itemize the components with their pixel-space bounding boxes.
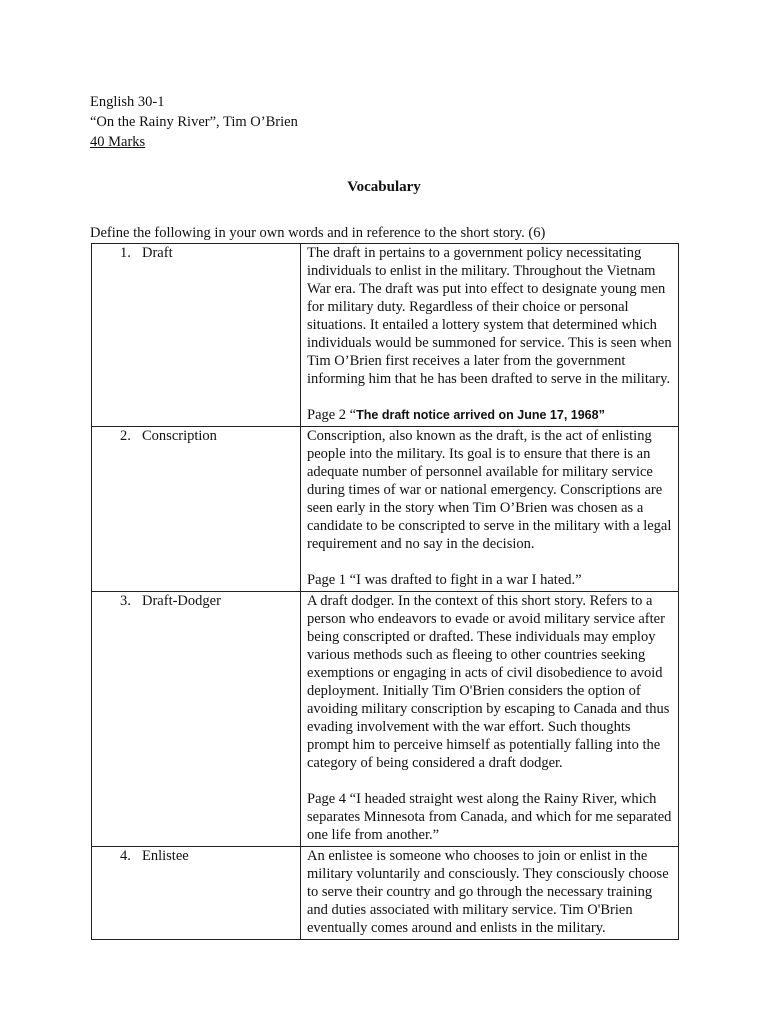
definition-text: Conscription, also known as the draft, is the act of enlisting people into the military. Its goal is to ensure that there is an adequate number of personnel available for military service during times of war or national emergency. Conscriptions are seen early in the story when Tim O’Brien was chosen as a candidate to be conscripted to serve in the military with a legal requirement and no say in the decision. [307,428,672,552]
definition-cell [301,847,679,940]
quote-text: Page 4 “I headed straight west along the Rainy River, which separates Minnesota from Canada, and which for me separated one life from another.” [307,791,672,843]
term-number: 4. [120,848,131,864]
definition-text: The draft in pertains to a government policy necessitating individuals to enlist in the military. Throughout the Vietnam War era. The draft was put into effect to designate young men for military duty. Regardless of their choice or personal situations. It entailed a lottery system that determined which individuals would be summoned for service. This is seen when Tim O’Brien first receives a later from the government informing him that he has been drafted to serve in the military. [307,245,672,387]
instructions: Define the following in your own words and in reference to the short story. (6) [90,225,546,241]
term-label: Draft [142,245,173,261]
definition-cell [301,592,679,847]
quote-prefix: Page 2 “ [307,407,357,423]
term-cell [92,592,301,847]
term-number: 2. [120,428,131,444]
table-row [92,847,679,940]
marks-total: 40 Marks [90,134,146,150]
term-number: 3. [120,593,131,609]
term-cell [92,847,301,940]
table-row [92,244,679,427]
story-title: “On the Rainy River”, Tim O’Brien [90,114,298,130]
document-header [90,92,298,152]
term-label: Draft-Dodger [142,593,221,609]
quote-text [307,406,672,424]
section-title: Vocabulary [347,179,421,195]
vocabulary-table [91,243,679,940]
table-row [92,592,679,847]
term-label: Enlistee [142,848,189,864]
course-name: English 30-1 [90,94,165,110]
quote-content: The draft notice arrived on June 17, 1968” [356,408,605,422]
term-cell [92,427,301,592]
table-row [92,427,679,592]
definition-cell [301,427,679,592]
quote-text: Page 1 “I was drafted to fight in a war I hated.” [307,572,582,588]
definition-text: An enlistee is someone who chooses to join or enlist in the military voluntarily and consciously. They consciously choose to serve their country and go through the necessary training and duties associated with military service. Tim O'Brien eventually comes around and enlists in the military. [307,848,669,936]
term-label: Conscription [142,428,217,444]
term-cell [92,244,301,427]
term-number: 1. [120,245,131,261]
definition-cell [301,244,679,427]
definition-text: A draft dodger. In the context of this short story. Refers to a person who endeavors to evade or avoid military service after being conscripted or drafted. These individuals may employ various methods such as fleeing to other countries seeking exemptions or engaging in acts of civil disobedience to avoid deployment. Initially Tim O'Brien considers the option of avoiding military conscription by escaping to Canada and thus evading involvement with the war effort. Such thoughts prompt him to perceive himself as potentially falling into the category of being considered a draft dodger. [307,593,670,771]
